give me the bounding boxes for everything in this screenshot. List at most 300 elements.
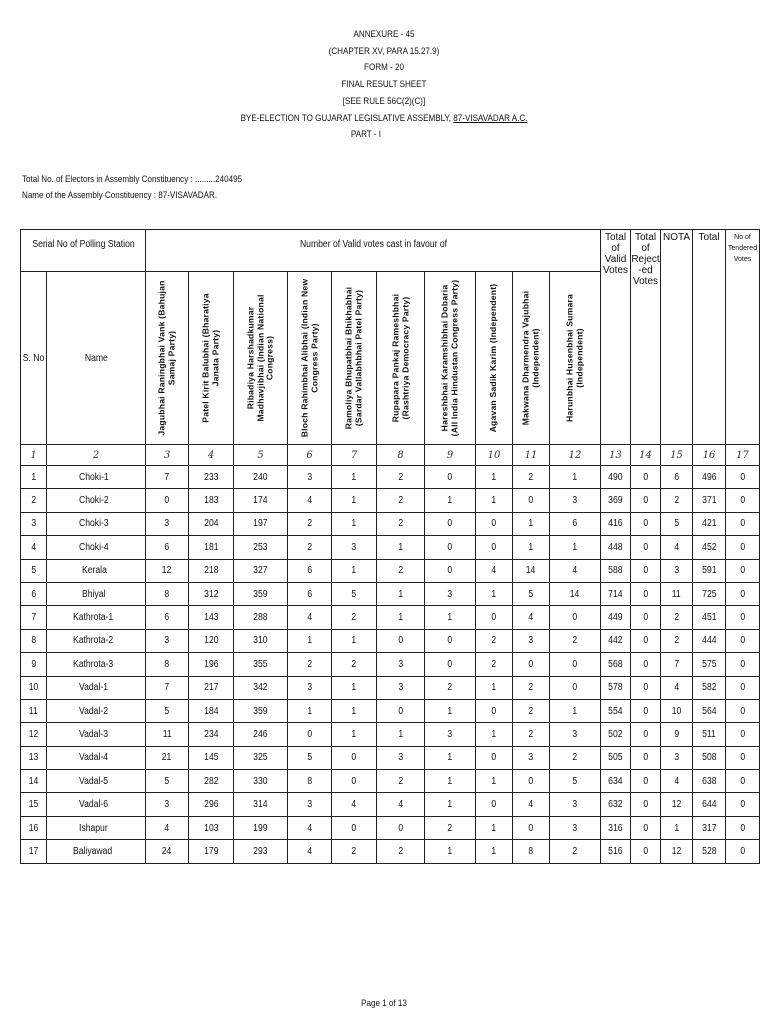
- chapter-reference: (CHAPTER XV, PARA 15.27.9): [328, 44, 440, 56]
- table-body: [21, 466, 760, 864]
- column-number-row: [21, 445, 760, 466]
- table-row: [21, 793, 760, 816]
- vote-count-cell: 179: [189, 840, 234, 863]
- serial-number-cell: 10: [21, 676, 47, 699]
- table-row: [21, 512, 760, 535]
- vote-count-cell: 327: [234, 559, 288, 582]
- polling-station-name-cell: Choki-4: [47, 536, 146, 559]
- constituency-link: 87-VISAVADAR A.C.: [453, 111, 528, 123]
- total-cell: 421: [693, 512, 726, 535]
- vote-count-cell: 11: [146, 723, 189, 746]
- vote-count-cell: 1: [332, 489, 377, 512]
- nota-cell: 4: [661, 770, 693, 793]
- tendered-cell: 0: [726, 466, 760, 489]
- part-label: PART - I: [350, 128, 381, 140]
- candidate-name: Bloch Rahimbhai Alibhai (Indian New Congress Party): [298, 278, 319, 438]
- nota-cell: 2: [661, 606, 693, 629]
- total-rejected-cell: 0: [631, 793, 661, 816]
- election-title: [54, 110, 714, 127]
- candidate-header-3: [234, 272, 288, 445]
- vote-count-cell: 0: [377, 629, 425, 652]
- vote-count-cell: 174: [234, 489, 288, 512]
- table-row: [21, 536, 760, 559]
- vote-count-cell: 4: [146, 816, 189, 839]
- table-row: [21, 653, 760, 676]
- vote-count-cell: 2: [377, 840, 425, 863]
- tendered-cell: 0: [726, 559, 760, 582]
- polling-station-name-cell: Ishapur: [47, 816, 146, 839]
- vote-count-cell: 2: [425, 816, 476, 839]
- polling-station-name-cell: Vadal-1: [47, 676, 146, 699]
- election-title-prefix: BYE-ELECTION TO GUJARAT LEGISLATIVE ASSEMBLY,: [240, 111, 454, 123]
- vote-count-cell: 4: [288, 816, 332, 839]
- vote-count-cell: 0: [476, 746, 513, 769]
- vote-count-cell: 342: [234, 676, 288, 699]
- total-rejected-cell: 0: [631, 582, 661, 605]
- vote-count-cell: 310: [234, 629, 288, 652]
- vote-count-cell: 2: [288, 653, 332, 676]
- serial-number-cell: 9: [21, 653, 47, 676]
- polling-station-name-cell: Kathrota-2: [47, 629, 146, 652]
- total-rejected-cell: 0: [631, 512, 661, 535]
- name-header: Name: [47, 272, 146, 445]
- vote-count-cell: 359: [234, 582, 288, 605]
- tendered-cell: 0: [726, 793, 760, 816]
- polling-station-name-cell: Baliyawad: [47, 840, 146, 863]
- vote-count-cell: 5: [146, 770, 189, 793]
- serial-number-cell: 6: [21, 582, 47, 605]
- total-rejected-cell: 0: [631, 466, 661, 489]
- tendered-cell: 0: [726, 606, 760, 629]
- table-row: [21, 816, 760, 839]
- vote-count-cell: 4: [550, 559, 601, 582]
- total-valid-cell: 505: [601, 746, 631, 769]
- candidate-header-9: [513, 272, 550, 445]
- vote-count-cell: 330: [234, 770, 288, 793]
- vote-count-cell: 199: [234, 816, 288, 839]
- table-row: [21, 676, 760, 699]
- polling-station-name-cell: Vadal-5: [47, 770, 146, 793]
- nota-cell: 4: [661, 536, 693, 559]
- polling-station-name-cell: Kathrota-3: [47, 653, 146, 676]
- tendered-cell: 0: [726, 723, 760, 746]
- column-number: 12: [550, 445, 601, 466]
- candidate-name: Jagubhai Raningbhai Vank (Bahujan Samaj Party): [156, 280, 177, 436]
- vote-count-cell: 1: [476, 489, 513, 512]
- column-number: 8: [377, 445, 425, 466]
- vote-count-cell: 0: [550, 676, 601, 699]
- total-valid-cell: 490: [601, 466, 631, 489]
- vote-count-cell: 8: [288, 770, 332, 793]
- vote-count-cell: 217: [189, 676, 234, 699]
- nota-cell: 12: [661, 840, 693, 863]
- table-row: [21, 629, 760, 652]
- vote-count-cell: 1: [513, 536, 550, 559]
- vote-count-cell: 0: [425, 512, 476, 535]
- vote-count-cell: 1: [425, 606, 476, 629]
- vote-count-cell: 12: [146, 559, 189, 582]
- vote-count-cell: 3: [425, 723, 476, 746]
- polling-station-name-cell: Kerala: [47, 559, 146, 582]
- vote-count-cell: 2: [513, 466, 550, 489]
- vote-count-cell: 2: [513, 676, 550, 699]
- vote-count-cell: 2: [513, 723, 550, 746]
- tendered-cell: 0: [726, 816, 760, 839]
- vote-count-cell: 4: [332, 793, 377, 816]
- total-header: Total: [693, 230, 726, 445]
- serial-number-cell: 8: [21, 629, 47, 652]
- vote-count-cell: 143: [189, 606, 234, 629]
- vote-count-cell: 1: [425, 699, 476, 722]
- serial-number-cell: 3: [21, 512, 47, 535]
- column-number: 5: [234, 445, 288, 466]
- total-cell: 725: [693, 582, 726, 605]
- vote-count-cell: 3: [550, 816, 601, 839]
- vote-count-cell: 3: [377, 653, 425, 676]
- vote-count-cell: 1: [425, 489, 476, 512]
- vote-count-cell: 4: [288, 489, 332, 512]
- vote-count-cell: 1: [550, 699, 601, 722]
- candidate-name: Makwana Dharmendra Vajubhai (Independent): [520, 290, 541, 426]
- total-rejected-cell: 0: [631, 723, 661, 746]
- tendered-cell: 0: [726, 489, 760, 512]
- vote-count-cell: 197: [234, 512, 288, 535]
- nota-cell: 3: [661, 746, 693, 769]
- vote-count-cell: 103: [189, 816, 234, 839]
- total-rejected-cell: 0: [631, 653, 661, 676]
- total-valid-cell: 634: [601, 770, 631, 793]
- tendered-cell: 0: [726, 629, 760, 652]
- header-row-top: [21, 230, 760, 272]
- total-rejected-header: Total of Reject -ed Votes: [631, 230, 661, 445]
- serial-number-cell: 11: [21, 699, 47, 722]
- table-row: [21, 606, 760, 629]
- vote-count-cell: 0: [425, 629, 476, 652]
- column-number: 9: [425, 445, 476, 466]
- vote-count-cell: 2: [288, 512, 332, 535]
- total-cell: 582: [693, 676, 726, 699]
- vote-count-cell: 1: [377, 582, 425, 605]
- vote-count-cell: 204: [189, 512, 234, 535]
- result-table: [20, 229, 760, 864]
- rule-reference: [SEE RULE 56C(2)(C)]: [342, 94, 426, 106]
- total-valid-cell: 502: [601, 723, 631, 746]
- column-number: 4: [189, 445, 234, 466]
- vote-count-cell: 4: [288, 840, 332, 863]
- vote-count-cell: 2: [377, 489, 425, 512]
- serial-header: Serial No of Polling Station: [21, 230, 146, 272]
- nota-cell: 11: [661, 582, 693, 605]
- total-valid-cell: 568: [601, 653, 631, 676]
- candidate-header-10: [550, 272, 601, 445]
- candidate-header-2: [189, 272, 234, 445]
- form-number: FORM - 20: [364, 61, 404, 73]
- vote-count-cell: 1: [332, 466, 377, 489]
- vote-count-cell: 3: [146, 793, 189, 816]
- total-valid-cell: 714: [601, 582, 631, 605]
- column-number: 7: [332, 445, 377, 466]
- table-row: [21, 466, 760, 489]
- serial-number-cell: 17: [21, 840, 47, 863]
- nota-header: NOTA: [661, 230, 693, 445]
- nota-cell: 10: [661, 699, 693, 722]
- sno-header: S. No: [21, 272, 47, 445]
- vote-count-cell: 5: [550, 770, 601, 793]
- total-cell: 575: [693, 653, 726, 676]
- vote-count-cell: 355: [234, 653, 288, 676]
- nota-cell: 5: [661, 512, 693, 535]
- vote-count-cell: 1: [476, 840, 513, 863]
- total-cell: 508: [693, 746, 726, 769]
- polling-station-name-cell: Choki-2: [47, 489, 146, 512]
- vote-count-cell: 0: [550, 653, 601, 676]
- column-number: 1: [21, 445, 47, 466]
- total-rejected-cell: 0: [631, 816, 661, 839]
- total-rejected-cell: 0: [631, 606, 661, 629]
- vote-count-cell: 2: [377, 559, 425, 582]
- candidate-header-4: [288, 272, 332, 445]
- vote-count-cell: 14: [513, 559, 550, 582]
- vote-count-cell: 1: [476, 723, 513, 746]
- total-rejected-cell: 0: [631, 536, 661, 559]
- vote-count-cell: 0: [550, 606, 601, 629]
- candidate-name: Patel Kirit Balubhai (Bharatiya Janata Party): [200, 293, 221, 423]
- nota-cell: 2: [661, 489, 693, 512]
- vote-count-cell: 0: [476, 512, 513, 535]
- table-row: [21, 582, 760, 605]
- polling-station-name-cell: Vadal-3: [47, 723, 146, 746]
- vote-count-cell: 5: [288, 746, 332, 769]
- total-rejected-cell: 0: [631, 629, 661, 652]
- vote-count-cell: 196: [189, 653, 234, 676]
- vote-count-cell: 6: [288, 559, 332, 582]
- vote-count-cell: 2: [288, 536, 332, 559]
- vote-count-cell: 1: [425, 840, 476, 863]
- vote-count-cell: 5: [146, 699, 189, 722]
- vote-count-cell: 240: [234, 466, 288, 489]
- vote-count-cell: 293: [234, 840, 288, 863]
- vote-count-cell: 2: [550, 629, 601, 652]
- vote-count-cell: 2: [513, 699, 550, 722]
- total-cell: 564: [693, 699, 726, 722]
- vote-count-cell: 4: [513, 606, 550, 629]
- vote-count-cell: 1: [425, 770, 476, 793]
- table-row: [21, 770, 760, 793]
- votes-header: Number of Valid votes cast in favour of: [146, 230, 601, 272]
- total-rejected-cell: 0: [631, 489, 661, 512]
- table-row: [21, 840, 760, 863]
- vote-count-cell: 4: [476, 559, 513, 582]
- candidate-name: Harunbhai Husenbhai Sumara (Independent): [564, 294, 585, 422]
- vote-count-cell: 184: [189, 699, 234, 722]
- nota-cell: 1: [661, 816, 693, 839]
- total-cell: 452: [693, 536, 726, 559]
- vote-count-cell: 4: [288, 606, 332, 629]
- tendered-cell: 0: [726, 699, 760, 722]
- nota-cell: 9: [661, 723, 693, 746]
- tendered-cell: 0: [726, 653, 760, 676]
- serial-number-cell: 14: [21, 770, 47, 793]
- annexure-title: ANNEXURE - 45: [353, 28, 415, 39]
- vote-count-cell: 1: [513, 512, 550, 535]
- vote-count-cell: 3: [377, 676, 425, 699]
- vote-count-cell: 3: [550, 793, 601, 816]
- column-number: 13: [601, 445, 631, 466]
- vote-count-cell: 1: [332, 676, 377, 699]
- vote-count-cell: 5: [513, 582, 550, 605]
- vote-count-cell: 24: [146, 840, 189, 863]
- vote-count-cell: 6: [288, 582, 332, 605]
- vote-count-cell: 1: [550, 536, 601, 559]
- total-rejected-cell: 0: [631, 676, 661, 699]
- nota-cell: 3: [661, 559, 693, 582]
- total-cell: 511: [693, 723, 726, 746]
- candidate-name: Rupapara Pankaj Rameshbhai (Rashtriya Democracy Party): [389, 293, 410, 423]
- vote-count-cell: 1: [476, 582, 513, 605]
- vote-count-cell: 2: [425, 676, 476, 699]
- vote-count-cell: 2: [476, 629, 513, 652]
- table-head: [21, 230, 760, 466]
- candidate-name: Ramoliya Bhupatbhai Bhikhabhai (Sardar Vallabhbhai Patel Party): [343, 286, 364, 430]
- tendered-cell: 0: [726, 512, 760, 535]
- vote-count-cell: 21: [146, 746, 189, 769]
- vote-count-cell: 0: [377, 699, 425, 722]
- vote-count-cell: 288: [234, 606, 288, 629]
- vote-count-cell: 0: [513, 489, 550, 512]
- polling-station-name-cell: Vadal-6: [47, 793, 146, 816]
- vote-count-cell: 3: [550, 489, 601, 512]
- serial-number-cell: 5: [21, 559, 47, 582]
- table-row: [21, 699, 760, 722]
- polling-station-name-cell: Kathrota-1: [47, 606, 146, 629]
- vote-count-cell: 0: [476, 536, 513, 559]
- vote-count-cell: 218: [189, 559, 234, 582]
- vote-count-cell: 4: [377, 793, 425, 816]
- vote-count-cell: 6: [146, 536, 189, 559]
- polling-station-name-cell: Choki-1: [47, 466, 146, 489]
- nota-cell: 6: [661, 466, 693, 489]
- vote-count-cell: 6: [146, 606, 189, 629]
- total-valid-cell: 416: [601, 512, 631, 535]
- serial-number-cell: 12: [21, 723, 47, 746]
- total-cell: 451: [693, 606, 726, 629]
- vote-count-cell: 6: [550, 512, 601, 535]
- sheet-title: FINAL RESULT SHEET: [341, 78, 427, 90]
- vote-count-cell: 0: [425, 466, 476, 489]
- candidate-header-7: [425, 272, 476, 445]
- total-cell: 528: [693, 840, 726, 863]
- nota-cell: 7: [661, 653, 693, 676]
- table-row: [21, 723, 760, 746]
- vote-count-cell: 0: [476, 606, 513, 629]
- vote-count-cell: 1: [550, 466, 601, 489]
- vote-count-cell: 3: [513, 746, 550, 769]
- column-number: 2: [47, 445, 146, 466]
- vote-count-cell: 1: [332, 723, 377, 746]
- column-number: 16: [693, 445, 726, 466]
- serial-number-cell: 2: [21, 489, 47, 512]
- vote-count-cell: 1: [288, 699, 332, 722]
- vote-count-cell: 2: [332, 606, 377, 629]
- vote-count-cell: 1: [425, 746, 476, 769]
- electors-count: Total No. of Electors in Assembly Constituency : .........240495: [22, 173, 243, 184]
- vote-count-cell: 1: [476, 466, 513, 489]
- vote-count-cell: 325: [234, 746, 288, 769]
- total-valid-cell: 316: [601, 816, 631, 839]
- column-number: 10: [476, 445, 513, 466]
- vote-count-cell: 1: [476, 770, 513, 793]
- vote-count-cell: 1: [476, 816, 513, 839]
- polling-station-name-cell: Vadal-4: [47, 746, 146, 769]
- total-cell: 317: [693, 816, 726, 839]
- vote-count-cell: 1: [332, 699, 377, 722]
- total-cell: 638: [693, 770, 726, 793]
- vote-count-cell: 1: [332, 629, 377, 652]
- vote-count-cell: 2: [550, 840, 601, 863]
- total-valid-header: Total of Valid Votes: [601, 230, 631, 445]
- vote-count-cell: 8: [146, 653, 189, 676]
- vote-count-cell: 7: [146, 466, 189, 489]
- candidate-header-5: [332, 272, 377, 445]
- vote-count-cell: 0: [476, 699, 513, 722]
- column-number: 14: [631, 445, 661, 466]
- total-rejected-cell: 0: [631, 746, 661, 769]
- vote-count-cell: 0: [425, 559, 476, 582]
- document-header: [54, 26, 714, 143]
- vote-count-cell: 2: [377, 512, 425, 535]
- vote-count-cell: 233: [189, 466, 234, 489]
- vote-count-cell: 2: [377, 770, 425, 793]
- vote-count-cell: 0: [332, 816, 377, 839]
- total-rejected-cell: 0: [631, 559, 661, 582]
- total-valid-cell: 369: [601, 489, 631, 512]
- vote-count-cell: 4: [513, 793, 550, 816]
- vote-count-cell: 3: [288, 676, 332, 699]
- vote-count-cell: 8: [146, 582, 189, 605]
- candidate-header-1: [146, 272, 189, 445]
- vote-count-cell: 0: [425, 536, 476, 559]
- vote-count-cell: 234: [189, 723, 234, 746]
- vote-count-cell: 312: [189, 582, 234, 605]
- polling-station-name-cell: Bhiyal: [47, 582, 146, 605]
- vote-count-cell: 0: [425, 653, 476, 676]
- serial-number-cell: 7: [21, 606, 47, 629]
- total-rejected-cell: 0: [631, 699, 661, 722]
- tendered-cell: 0: [726, 840, 760, 863]
- total-rejected-cell: 0: [631, 840, 661, 863]
- vote-count-cell: 2: [476, 653, 513, 676]
- vote-count-cell: 1: [377, 723, 425, 746]
- serial-number-cell: 1: [21, 466, 47, 489]
- vote-count-cell: 0: [377, 816, 425, 839]
- candidate-header-8: [476, 272, 513, 445]
- vote-count-cell: 0: [332, 770, 377, 793]
- vote-count-cell: 3: [550, 723, 601, 746]
- vote-count-cell: 0: [476, 793, 513, 816]
- vote-count-cell: 7: [146, 676, 189, 699]
- vote-count-cell: 0: [146, 489, 189, 512]
- vote-count-cell: 3: [146, 512, 189, 535]
- table-row: [21, 746, 760, 769]
- vote-count-cell: 1: [425, 793, 476, 816]
- vote-count-cell: 0: [513, 770, 550, 793]
- total-valid-cell: 448: [601, 536, 631, 559]
- vote-count-cell: 1: [377, 606, 425, 629]
- polling-station-name-cell: Choki-3: [47, 512, 146, 535]
- vote-count-cell: 3: [377, 746, 425, 769]
- candidate-name: Ribadiya Harshadkumar Madhavjibhai (Indian National Congress): [245, 294, 275, 422]
- column-number: 15: [661, 445, 693, 466]
